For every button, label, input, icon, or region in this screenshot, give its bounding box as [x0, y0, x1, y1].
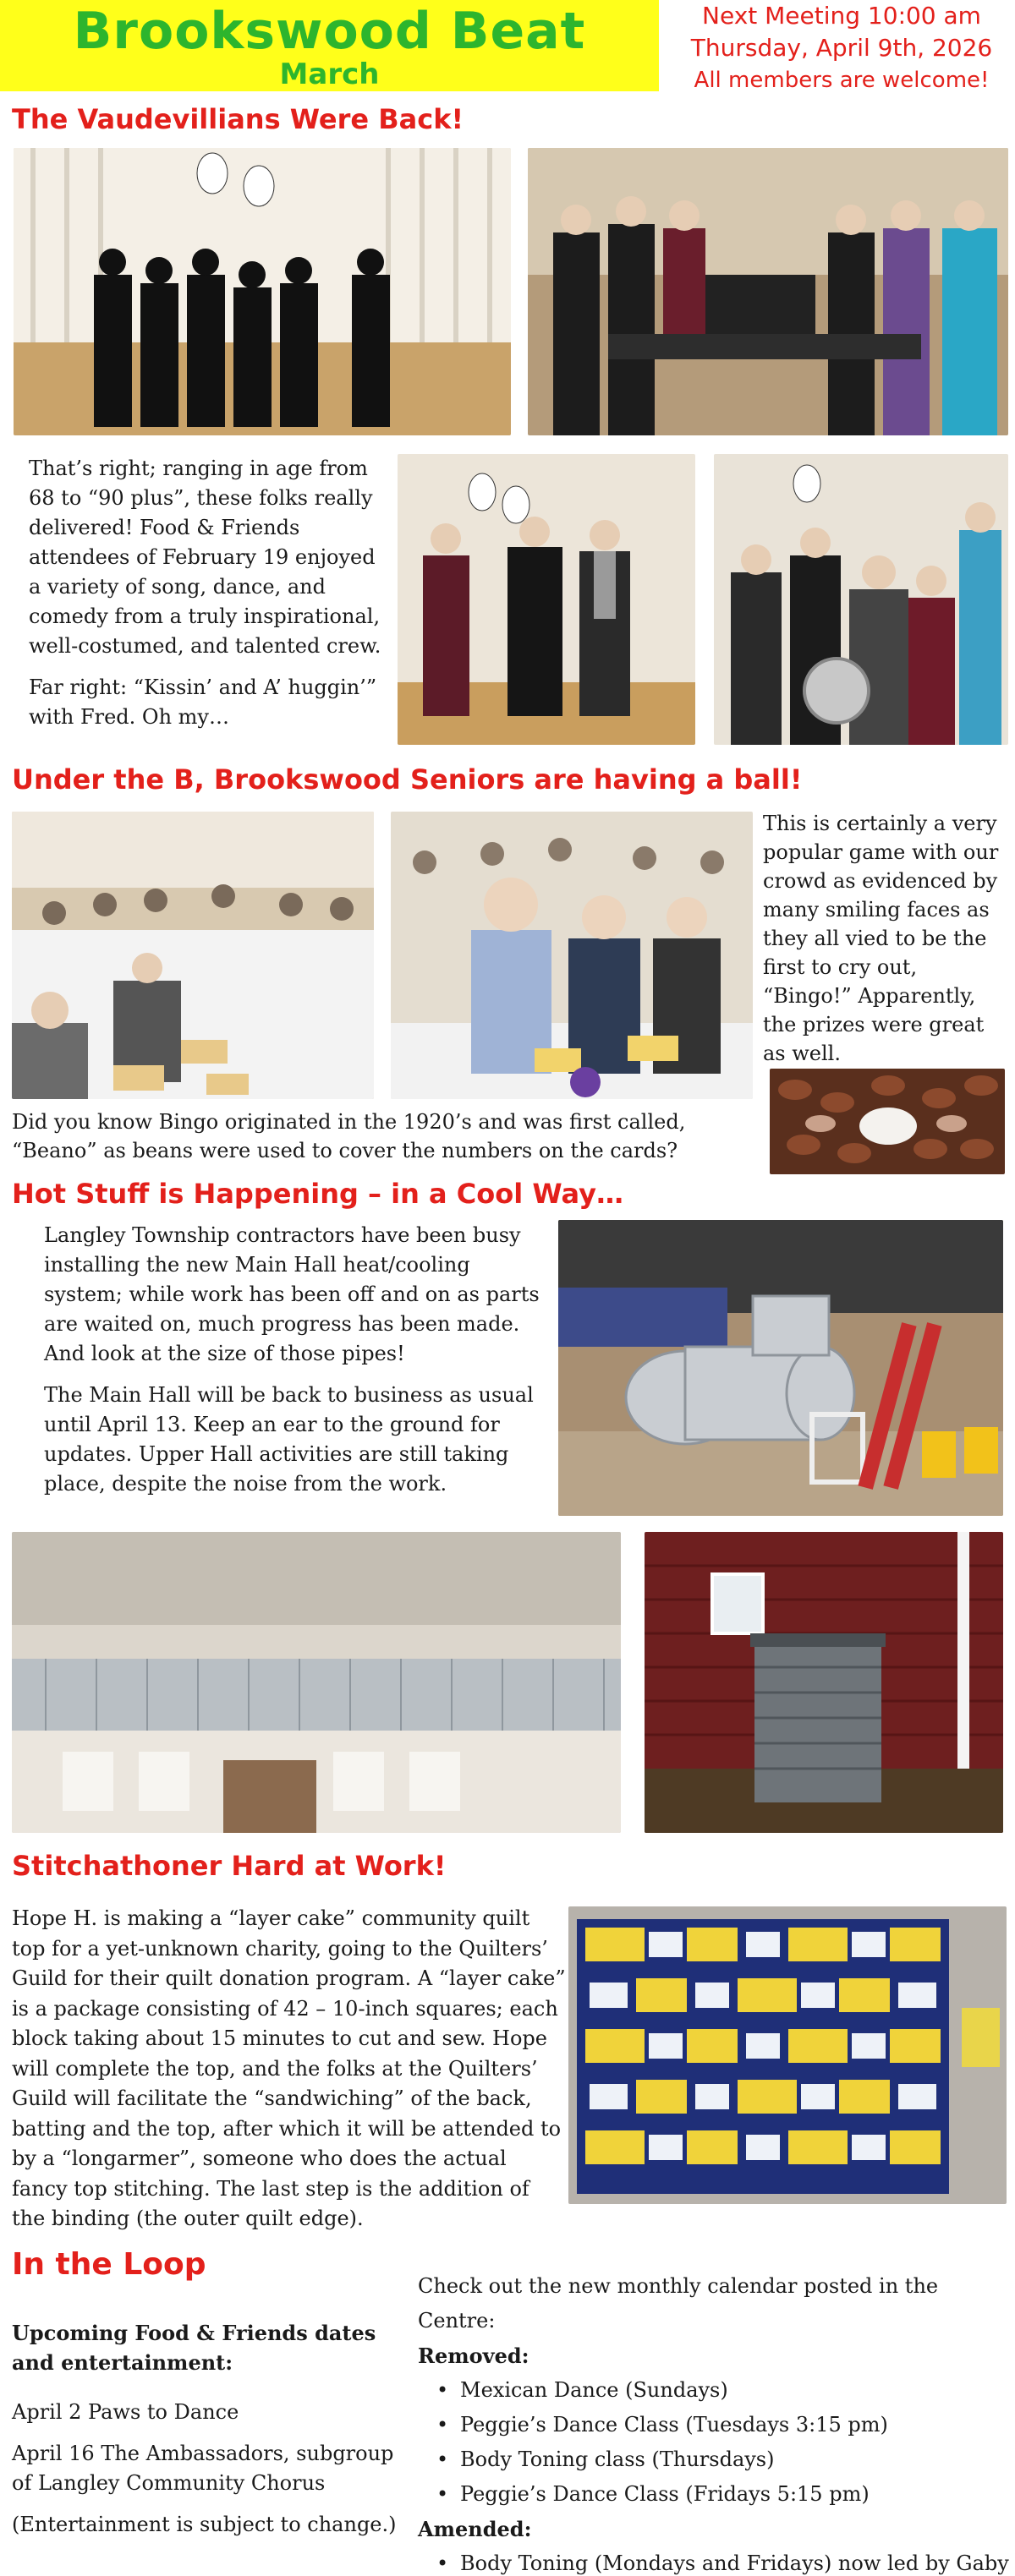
calendar-intro: Check out the new monthly calendar posted in the Centre:: [418, 2274, 939, 2333]
food-friends-item: April 16 The Ambassadors, subgroup of Langley Community Chorus: [12, 2442, 394, 2495]
amended-label: Amended:: [418, 2517, 532, 2541]
vaudevillians-heading: The Vaudevillians Were Back!: [12, 103, 464, 135]
vaudeville-photo-group: [528, 148, 1008, 435]
stitch-heading: Stitchathoner Hard at Work!: [12, 1850, 447, 1882]
food-friends-block: [12, 2318, 401, 2540]
outdoor-ac-unit-photo: [645, 1532, 1003, 1833]
amended-item: • Body Toning (Mondays and Fridays) now led by Gaby: [418, 2546, 1010, 2576]
vaudevillians-paragraph-2: Far right: “Kissin’ and A’ huggin’” with Fred. Oh my…: [29, 675, 377, 729]
vaudevillians-paragraph-1: That’s right; ranging in age from 68 to “90 plus”, these folks really delivered! Food & Friends attendees of February 19 enjoyed a variety of song, dance, and comedy from a truly inspirational, well-costumed, and talented crew.: [29, 457, 381, 658]
bingo-side-text: This is certainly a very popular game with our crowd as evidenced by many smiling faces as they all vied to be the first to cry out, “Bingo!” Apparently, the prizes were great as well.: [763, 812, 999, 1065]
amended-list: [418, 2546, 1010, 2576]
stitch-article: Hope H. is making a “layer cake” community quilt top for a yet-unknown charity, going to the Quilters’ Guild for their quilt donation program. A “layer cake” is a package consisting of 42 – 10-inch squares; each block taking about 15 minutes to cut and sew. Hope will complete the top, and the folks at the Quilters’ Guild will facilitate the “sandwiching” of the back, batting and the top, after which it will be attended to by a “longarmer”, someone who does the actual fancy top stitching. The last step is the addition of the binding (the outer quilt edge).: [12, 1906, 566, 2230]
hotstuff-heading: Hot Stuff is Happening – in a Cool Way…: [12, 1178, 623, 1210]
bingo-photo-players: [391, 812, 753, 1099]
food-friends-item: April 2 Paws to Dance: [12, 2400, 239, 2424]
removed-item: • Body Toning class (Thursdays): [418, 2442, 1010, 2477]
calendar-changes-block: [418, 2269, 1010, 2576]
vaudeville-photo-stage: [14, 148, 511, 435]
vaudeville-photo-trio: [398, 454, 695, 745]
ductwork-pipes-photo: [558, 1220, 1003, 1516]
bingo-bottom-text: Did you know Bingo originated in the 1920’s and was first called, “Beano” as beans were used to cover the numbers on the cards?: [12, 1110, 686, 1162]
loop-heading: In the Loop: [12, 2247, 206, 2282]
hotstuff-paragraph-1: Langley Township contractors have been busy installing the new Main Hall heat/cooling system; while work has been off and on as parts are waited on, much progress has been made. And look at the size of those pipes!: [44, 1223, 540, 1365]
bingo-photo-hall: [12, 812, 374, 1099]
newsletter-month: March: [279, 57, 380, 91]
hotstuff-paragraph-2: The Main Hall will be back to business as usual until April 13. Keep an ear to the ground for updates. Upper Hall activities are still taking place, despite the noise from the work.: [44, 1383, 534, 1496]
vaudevillians-article: [29, 454, 392, 732]
hotstuff-article: [44, 1221, 550, 1499]
removed-list: [418, 2373, 1010, 2512]
meeting-date: Thursday, April 9th, 2026: [690, 34, 993, 62]
food-friends-note: (Entertainment is subject to change.): [12, 2513, 397, 2536]
meeting-time: Next Meeting 10:00 am: [702, 2, 981, 30]
meeting-welcome: All members are welcome!: [694, 68, 990, 93]
main-hall-duct-photo: [12, 1532, 621, 1833]
vaudeville-photo-fred: [714, 454, 1008, 745]
removed-label: Removed:: [418, 2344, 529, 2368]
food-friends-heading: Upcoming Food & Friends dates and entertainment:: [12, 2321, 376, 2375]
beans-photo: [770, 1069, 1005, 1174]
newsletter-title: Brookswood Beat: [73, 2, 586, 61]
masthead-banner: [0, 0, 659, 91]
next-meeting-box: [668, 0, 1015, 96]
quilt-top-photo: [568, 1906, 1007, 2204]
bingo-heading: Under the B, Brookswood Seniors are having a ball!: [12, 763, 803, 796]
removed-item: • Peggie’s Dance Class (Fridays 5:15 pm): [418, 2477, 1010, 2512]
removed-item: • Mexican Dance (Sundays): [418, 2373, 1010, 2408]
removed-item: • Peggie’s Dance Class (Tuesdays 3:15 pm): [418, 2408, 1010, 2442]
